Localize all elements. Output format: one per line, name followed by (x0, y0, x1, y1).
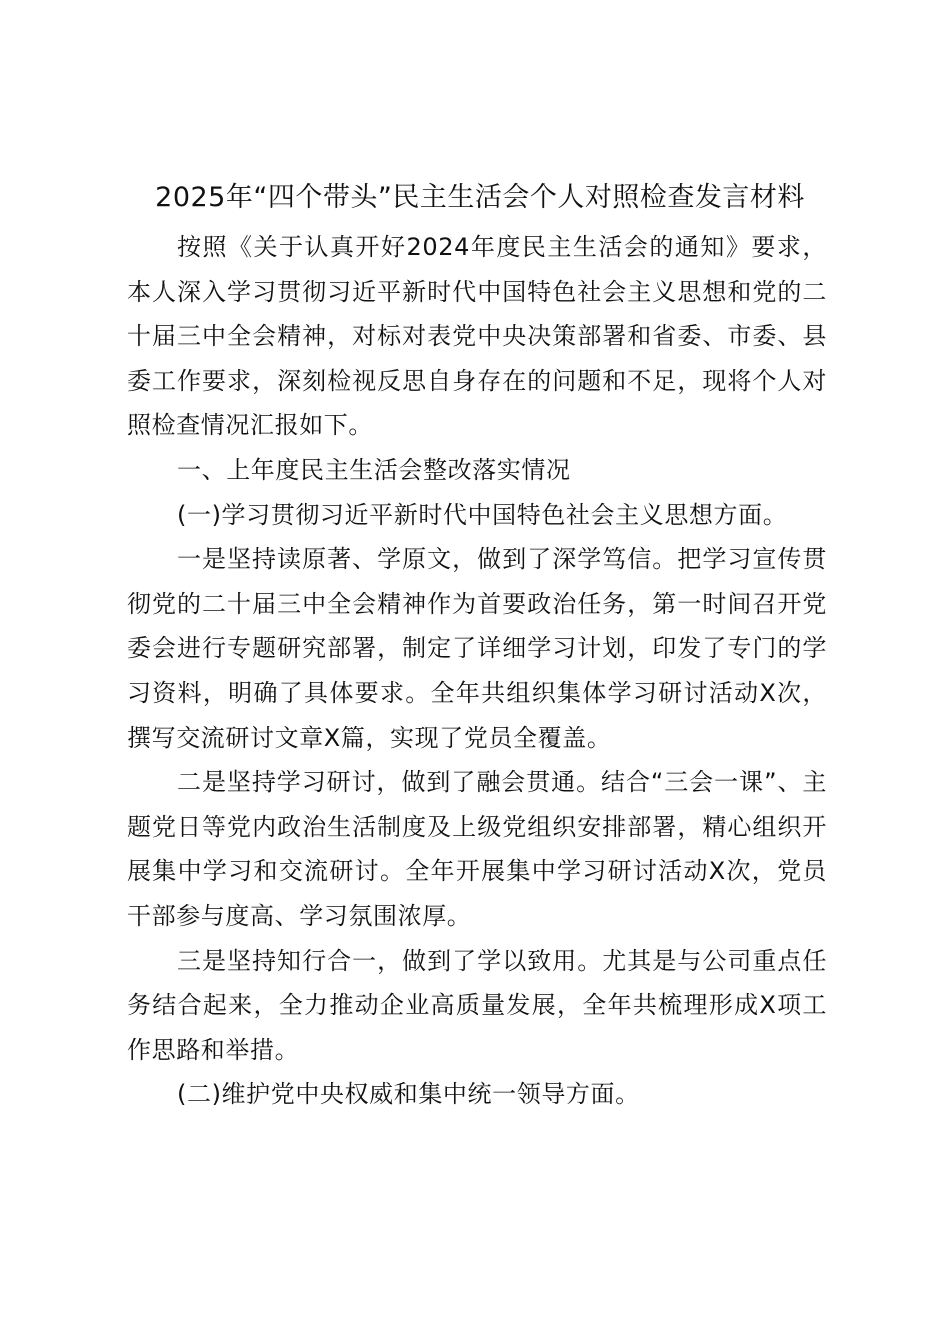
section-heading-1: 一、上年度民主生活会整改落实情况 (177, 455, 571, 484)
paragraph-point-2: 二是坚持学习研讨，做到了融会贯通。结合“三会一课”、主题党日等党内政治生活制度及上级党组织安排部署，精心组织开展集中学习和交流研讨。全年开展集中学习研讨活动X次，党员干部参与度高、学习氛围浓厚。 (127, 768, 827, 930)
paragraph-point-3: 三是坚持知行合一，做到了学以致用。尤其是与公司重点任务结合起来，全力推动企业高质量发展，全年共梳理形成X项工作思路和举措。 (127, 946, 827, 1064)
subsection-heading-2: (二)维护党中央权威和集中统一领导方面。 (177, 1080, 640, 1109)
intro-paragraph: 按照《关于认真开好2024年度民主生活会的通知》要求，本人深入学习贯彻习近平新时代中国特色社会主义思想和党的二十届三中全会精神，对标对表党中央决策部署和省委、市委、县委工作要求，深刻检视反思自身存在的问题和不足，现将个人对照检查情况汇报如下。 (127, 233, 827, 440)
document-body (127, 225, 827, 1117)
paragraph-point-1: 一是坚持读原著、学原文，做到了深学笃信。把学习宣传贯彻党的二十届三中全会精神作为首要政治任务，第一时间召开党委会进行专题研究部署，制定了详细学习计划，印发了专门的学习资料，明确了具体要求。全年共组织集体学习研讨活动X次，撰写交流研讨文章X篇，实现了党员全覆盖。 (127, 545, 827, 752)
subsection-heading-1: (一)学习贯彻习近平新时代中国特色社会主义思想方面。 (177, 500, 788, 529)
document-title: 2025年“四个带头”民主生活会个人对照检查发言材料 (155, 182, 805, 213)
